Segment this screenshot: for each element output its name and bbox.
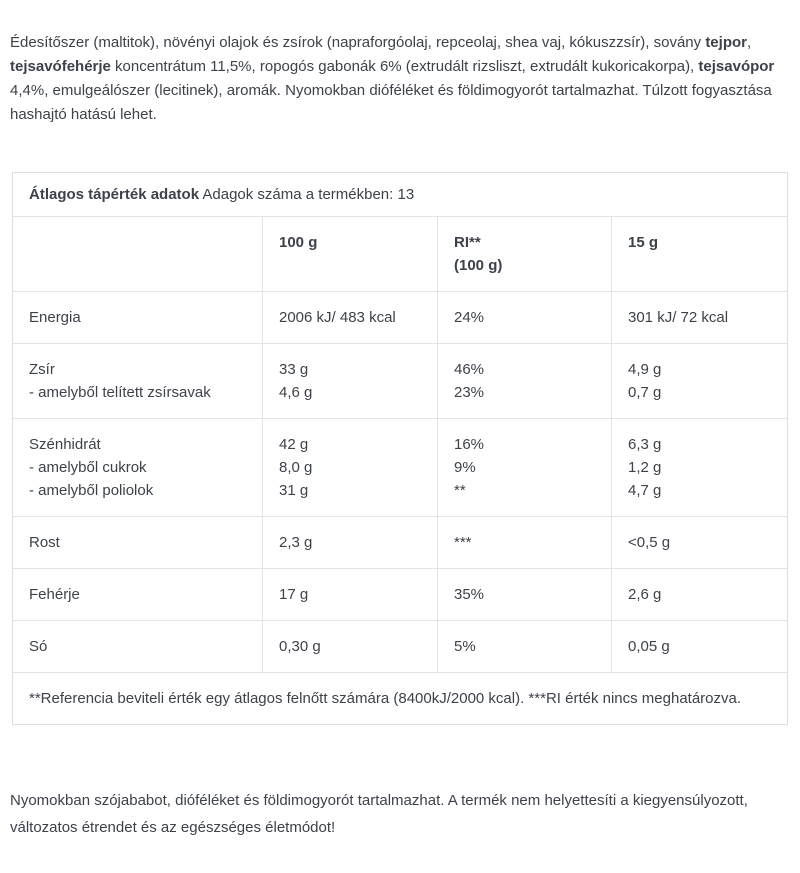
ingredients-paragraph (10, 31, 794, 127)
table-row-szenhidrat (13, 418, 787, 516)
nutrient-name-cell (13, 344, 262, 418)
value-15g-cell (611, 292, 787, 343)
value-100g-cell (262, 344, 437, 418)
table-row-so (13, 620, 787, 672)
value-100g: 17 g (279, 586, 309, 603)
value-15g: 4,9 g (628, 361, 662, 378)
ingredients-text: koncentrátum 11,5%, ropogós gabonák 6% (extrudált rizsliszt, extrudált kukoricakorpa), (110, 58, 699, 75)
value-15g-cell (611, 569, 787, 620)
nutrient-name: Fehérje (29, 586, 80, 603)
nutrient-name-cell (13, 419, 262, 516)
value-ri-cell (437, 344, 611, 418)
value-100g: 4,6 g (279, 384, 313, 401)
value-ri: 16% (454, 436, 485, 453)
value-15g: 0,7 g (628, 384, 662, 401)
ingredients-text: Édesítőszer (maltitok), növényi olajok és zsírok (napraforgóolaj, repceolaj, shea vaj, kókuszzsír), sovány (10, 34, 706, 51)
value-ri-cell (437, 292, 611, 343)
value-15g: 4,7 g (628, 482, 662, 499)
value-ri: 23% (454, 384, 485, 401)
table-title: Átlagos tápérték adatok (29, 186, 200, 203)
value-ri: 35% (454, 586, 485, 603)
value-ri: 24% (454, 309, 485, 326)
value-ri-cell (437, 569, 611, 620)
header-label: 15 g (628, 234, 659, 251)
value-ri-cell (437, 419, 611, 516)
value-100g: 33 g (279, 361, 309, 378)
ingredient-highlight-tejsavopor: tejsavópor (698, 58, 775, 75)
value-ri: *** (454, 534, 472, 551)
value-100g: 31 g (279, 482, 309, 499)
value-15g-cell (611, 621, 787, 672)
table-title-row (13, 173, 787, 216)
value-100g: 2006 kJ/ 483 kcal (279, 309, 396, 326)
nutrition-table (12, 172, 788, 725)
nutrient-name-cell (13, 292, 262, 343)
value-15g: 2,6 g (628, 586, 662, 603)
nutrition-info-page (0, 31, 800, 873)
header-label: (100 g) (454, 257, 503, 274)
value-15g-cell (611, 344, 787, 418)
value-15g: 1,2 g (628, 459, 662, 476)
value-100g: 2,3 g (279, 534, 313, 551)
value-ri: 5% (454, 638, 476, 655)
nutrient-name: Só (29, 638, 48, 655)
value-100g-cell (262, 292, 437, 343)
header-cell-15g (611, 217, 787, 291)
table-footnote-row (13, 672, 787, 724)
table-header-row (13, 216, 787, 291)
header-label: RI** (454, 234, 481, 251)
value-100g: 8,0 g (279, 459, 313, 476)
table-row-energia (13, 291, 787, 343)
nutrient-name-cell (13, 621, 262, 672)
value-ri: ** (454, 482, 466, 499)
nutrient-name: Zsír (29, 361, 55, 378)
ingredients-text: 4,4%, emulgeálószer (lecitinek), aromák. Nyomokban dióféléket és földimogyorót tartalmazhat. Túlzott fogyasztása hashajtó hatású lehet. (10, 82, 772, 123)
header-cell-ri (437, 217, 611, 291)
value-100g: 42 g (279, 436, 309, 453)
value-ri: 9% (454, 459, 476, 476)
nutrient-name: Rost (29, 534, 60, 551)
value-15g: 6,3 g (628, 436, 662, 453)
value-15g: <0,5 g (628, 534, 671, 551)
ingredients-text: , (746, 34, 752, 51)
value-15g-cell (611, 419, 787, 516)
header-cell-empty (13, 217, 262, 291)
value-ri-cell (437, 517, 611, 568)
nutrient-name-cell (13, 569, 262, 620)
value-100g-cell (262, 621, 437, 672)
table-subtitle-servings: Adagok száma a termékben: 13 (199, 186, 415, 203)
ingredient-highlight-tejsavofeherje: tejsavófehérje (10, 58, 111, 75)
nutrient-name: Szénhidrát (29, 436, 101, 453)
value-ri-cell (437, 621, 611, 672)
value-15g: 0,05 g (628, 638, 670, 655)
header-label: 100 g (279, 234, 318, 251)
value-15g: 301 kJ/ 72 kcal (628, 309, 729, 326)
nutrient-subname: - amelyből cukrok (29, 459, 147, 476)
value-100g-cell (262, 569, 437, 620)
value-100g-cell (262, 419, 437, 516)
header-cell-100g (262, 217, 437, 291)
ingredient-highlight-tejpor: tejpor (705, 34, 747, 51)
value-100g-cell (262, 517, 437, 568)
allergen-disclaimer-paragraph: Nyomokban szójababot, dióféléket és földimogyorót tartalmazhat. A termék nem helyettesíti a kiegyensúlyozott, változatos étrendet és az egészséges életmódot! (10, 792, 748, 836)
table-row-rost (13, 516, 787, 568)
table-row-zsir (13, 343, 787, 418)
nutrient-name-cell (13, 517, 262, 568)
nutrient-subname: - amelyből poliolok (29, 482, 154, 499)
value-100g: 0,30 g (279, 638, 321, 655)
table-row-feherje (13, 568, 787, 620)
table-footnote: **Referencia beviteli érték egy átlagos felnőtt számára (8400kJ/2000 kcal). ***RI érték nincs meghatározva. (29, 690, 742, 707)
nutrient-subname: - amelyből telített zsírsavak (29, 384, 211, 401)
nutrient-name: Energia (29, 309, 81, 326)
value-15g-cell (611, 517, 787, 568)
value-ri: 46% (454, 361, 485, 378)
